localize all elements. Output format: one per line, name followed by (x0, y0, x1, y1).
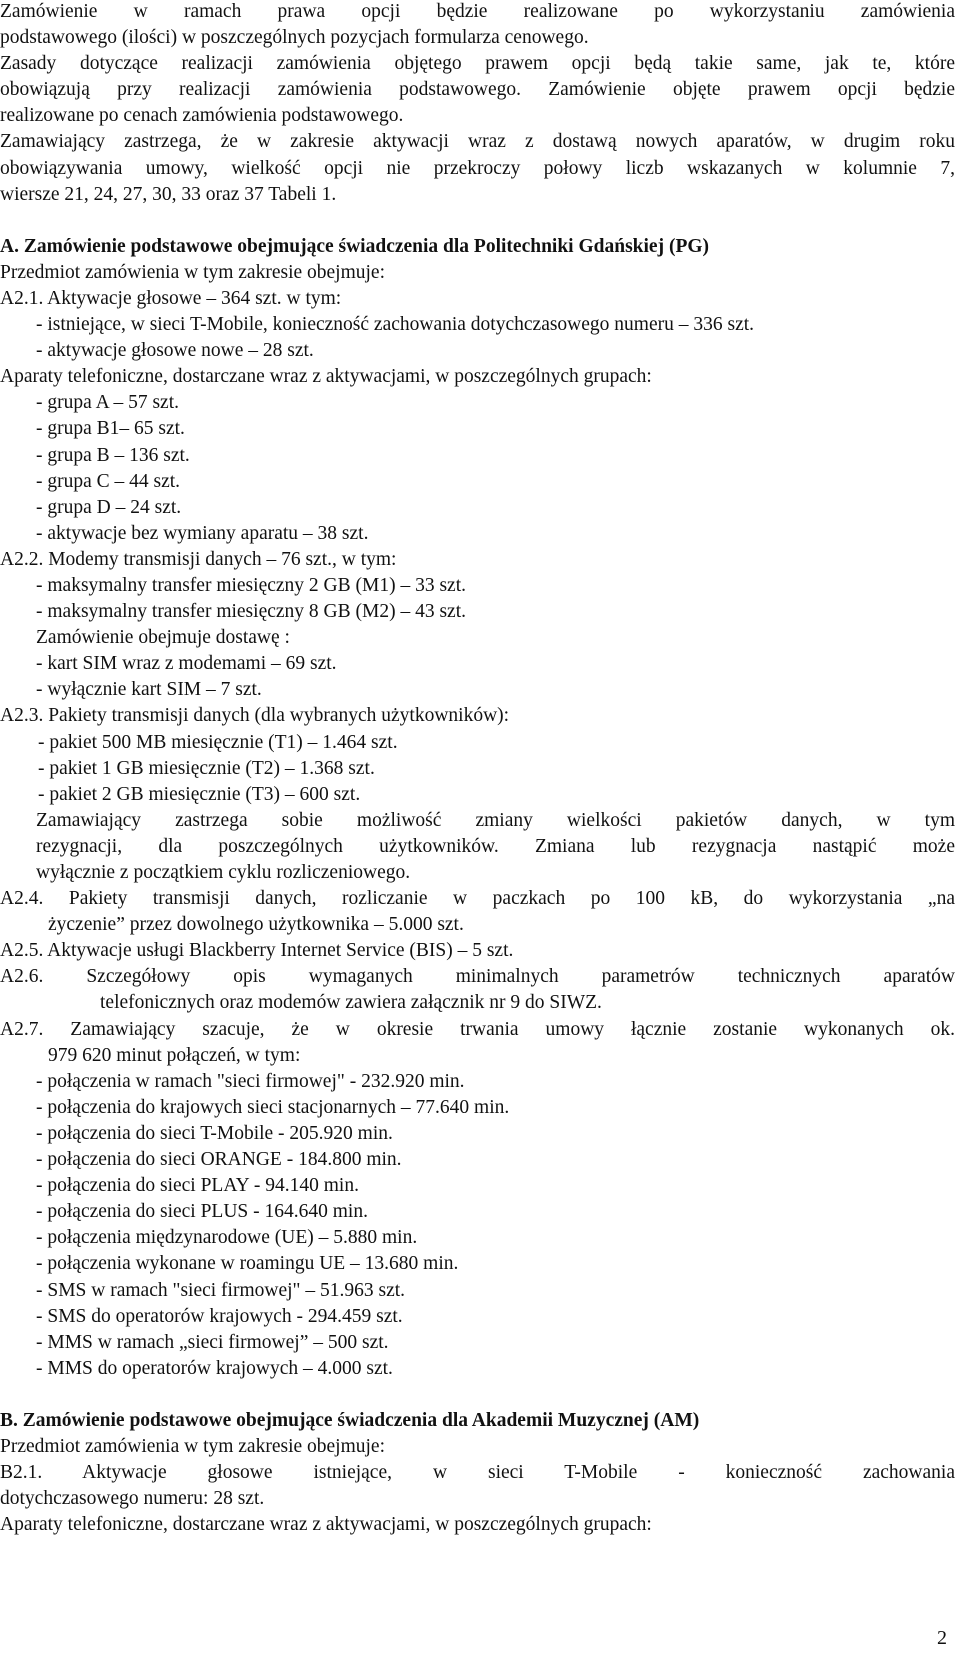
section-b (0, 1408, 955, 1538)
list-item: - połączenia do sieci PLUS - 164.640 min. (36, 1201, 368, 1223)
list-item: - grupa B1– 65 szt. (36, 418, 185, 440)
item-a22: A2.2. Modemy transmisji danych – 76 szt., w tym: (0, 548, 397, 570)
text-line: Zasady dotyczące realizacji zamówienia objętego prawem opcji będą takie same, jak te, które (0, 53, 955, 75)
text-line: dotychczasowego numeru: 28 szt. (0, 1488, 265, 1510)
list-item: - połączenia międzynarodowe (UE) – 5.880 min. (36, 1227, 418, 1249)
text-line: Zamówienie w ramach prawa opcji będzie realizowane po wykorzystaniu zamówienia (0, 1, 955, 22)
text-line: realizowane po cenach zamówienia podstawowego. (0, 105, 404, 127)
list-item: - grupa D – 24 szt. (36, 496, 182, 518)
text-line: obowiązywania umowy, wielkość opcji nie przekroczy połowy liczb wskazanych w kolumnie 7, (0, 157, 955, 179)
list-item: - kart SIM wraz z modemami – 69 szt. (36, 653, 337, 675)
item-a21: A2.1. Aktywacje głosowe – 364 szt. w tym: (0, 287, 342, 309)
item-a25: A2.5. Aktywacje usługi Blackberry Internet Service (BIS) – 5 szt. (0, 940, 514, 962)
text-line: wiersze 21, 24, 27, 30, 33 oraz 37 Tabeli 1. (0, 183, 337, 205)
text-line: Przedmiot zamówienia w tym zakresie obejmuje: (0, 1435, 386, 1457)
list-item: - wyłącznie kart SIM – 7 szt. (36, 679, 262, 701)
item-a23: A2.3. Pakiety transmisji danych (dla wybranych użytkowników): (0, 705, 510, 727)
list-item: - aktywacje głosowe nowe – 28 szt. (36, 340, 314, 362)
list-item: - maksymalny transfer miesięczny 8 GB (M2) – 43 szt. (36, 601, 466, 623)
item-a24: A2.4. Pakiety transmisji danych, rozliczanie w paczkach po 100 kB, do wykorzystania „na (0, 888, 955, 910)
text-line: Przedmiot zamówienia w tym zakresie obejmuje: (0, 261, 386, 283)
section-heading: A. Zamówienie podstawowe obejmujące świadczenia dla Politechniki Gdańskiej (PG) (0, 235, 710, 257)
text-line: Zamówienie obejmuje dostawę : (36, 627, 290, 649)
text-line: Zamawiający zastrzega sobie możliwość zmiany wielkości pakietów danych, w tym (36, 809, 955, 831)
page-number: 2 (937, 1627, 947, 1649)
intro-paragraph (0, 0, 955, 208)
text-line: rezygnacji, dla poszczególnych użytkowników. Zmiana lub rezygnacja nastąpić może (36, 835, 955, 857)
list-item: - połączenia do sieci T-Mobile - 205.920 min. (36, 1122, 393, 1144)
text-line: Aparaty telefoniczne, dostarczane wraz z aktywacjami, w poszczególnych grupach: (0, 1514, 652, 1536)
item-a27: A2.7. Zamawiający szacuje, że w okresie trwania umowy łącznie zostanie wykonanych ok. (0, 1018, 955, 1040)
spacer (0, 1382, 955, 1408)
text-line: wyłącznie z początkiem cyklu rozliczeniowego. (36, 862, 411, 883)
list-item: - połączenia do krajowych sieci stacjonarnych – 77.640 min. (36, 1096, 510, 1118)
list-item: - grupa C – 44 szt. (36, 470, 181, 492)
list-item: - pakiet 500 MB miesięcznie (T1) – 1.464 szt. (38, 731, 398, 753)
list-item: - SMS w ramach "sieci firmowej" – 51.963 szt. (36, 1279, 406, 1301)
list-item: - połączenia wykonane w roamingu UE – 13.680 min. (36, 1253, 459, 1275)
list-item: - SMS do operatorów krajowych - 294.459 szt. (36, 1305, 403, 1327)
item-a26: A2.6. Szczegółowy opis wymaganych minimalnych parametrów technicznych aparatów (0, 966, 955, 988)
list-item: - pakiet 2 GB miesięcznie (T3) – 600 szt. (38, 783, 361, 805)
text-line: Zamawiający zastrzega, że w zakresie aktywacji wraz z dostawą nowych aparatów, w drugim roku (0, 131, 955, 153)
list-item: - istniejące, w sieci T-Mobile, konieczność zachowania dotychczasowego numeru – 336 szt. (36, 314, 755, 336)
list-item: - połączenia do sieci ORANGE - 184.800 min. (36, 1149, 402, 1171)
list-item: - połączenia w ramach "sieci firmowej" - 232.920 min. (36, 1070, 465, 1092)
list-item: - maksymalny transfer miesięczny 2 GB (M1) – 33 szt. (36, 574, 466, 596)
section-heading: B. Zamówienie podstawowe obejmujące świadczenia dla Akademii Muzycznej (AM) (0, 1409, 700, 1431)
text-line: życzenie” przez dowolnego użytkownika – 5.000 szt. (48, 914, 464, 936)
list-item: - MMS do operatorów krajowych – 4.000 szt. (36, 1357, 393, 1379)
text-line: podstawowego (ilości) w poszczególnych pozycjach formularza cenowego. (0, 27, 589, 49)
section-a (0, 234, 955, 1382)
text-line: telefonicznych oraz modemów zawiera załącznik nr 9 do SIWZ. (100, 992, 602, 1014)
list-item: - połączenia do sieci PLAY - 94.140 min. (36, 1175, 359, 1197)
text-line: obowiązują przy realizacji zamówienia podstawowego. Zamówienie objęte prawem opcji będzie (0, 79, 955, 101)
list-item: - MMS w ramach „sieci firmowej” – 500 szt. (36, 1331, 389, 1353)
list-item: - pakiet 1 GB miesięcznie (T2) – 1.368 szt. (38, 757, 375, 779)
spacer (0, 208, 955, 234)
text-line: Aparaty telefoniczne, dostarczane wraz z aktywacjami, w poszczególnych grupach: (0, 366, 652, 388)
text-line: 979 620 minut połączeń, w tym: (48, 1044, 301, 1066)
list-item: - aktywacje bez wymiany aparatu – 38 szt. (36, 522, 369, 544)
list-item: - grupa A – 57 szt. (36, 392, 179, 414)
list-item: - grupa B – 136 szt. (36, 444, 190, 466)
item-b21: B2.1. Aktywacje głosowe istniejące, w sieci T-Mobile - konieczność zachowania (0, 1462, 955, 1484)
